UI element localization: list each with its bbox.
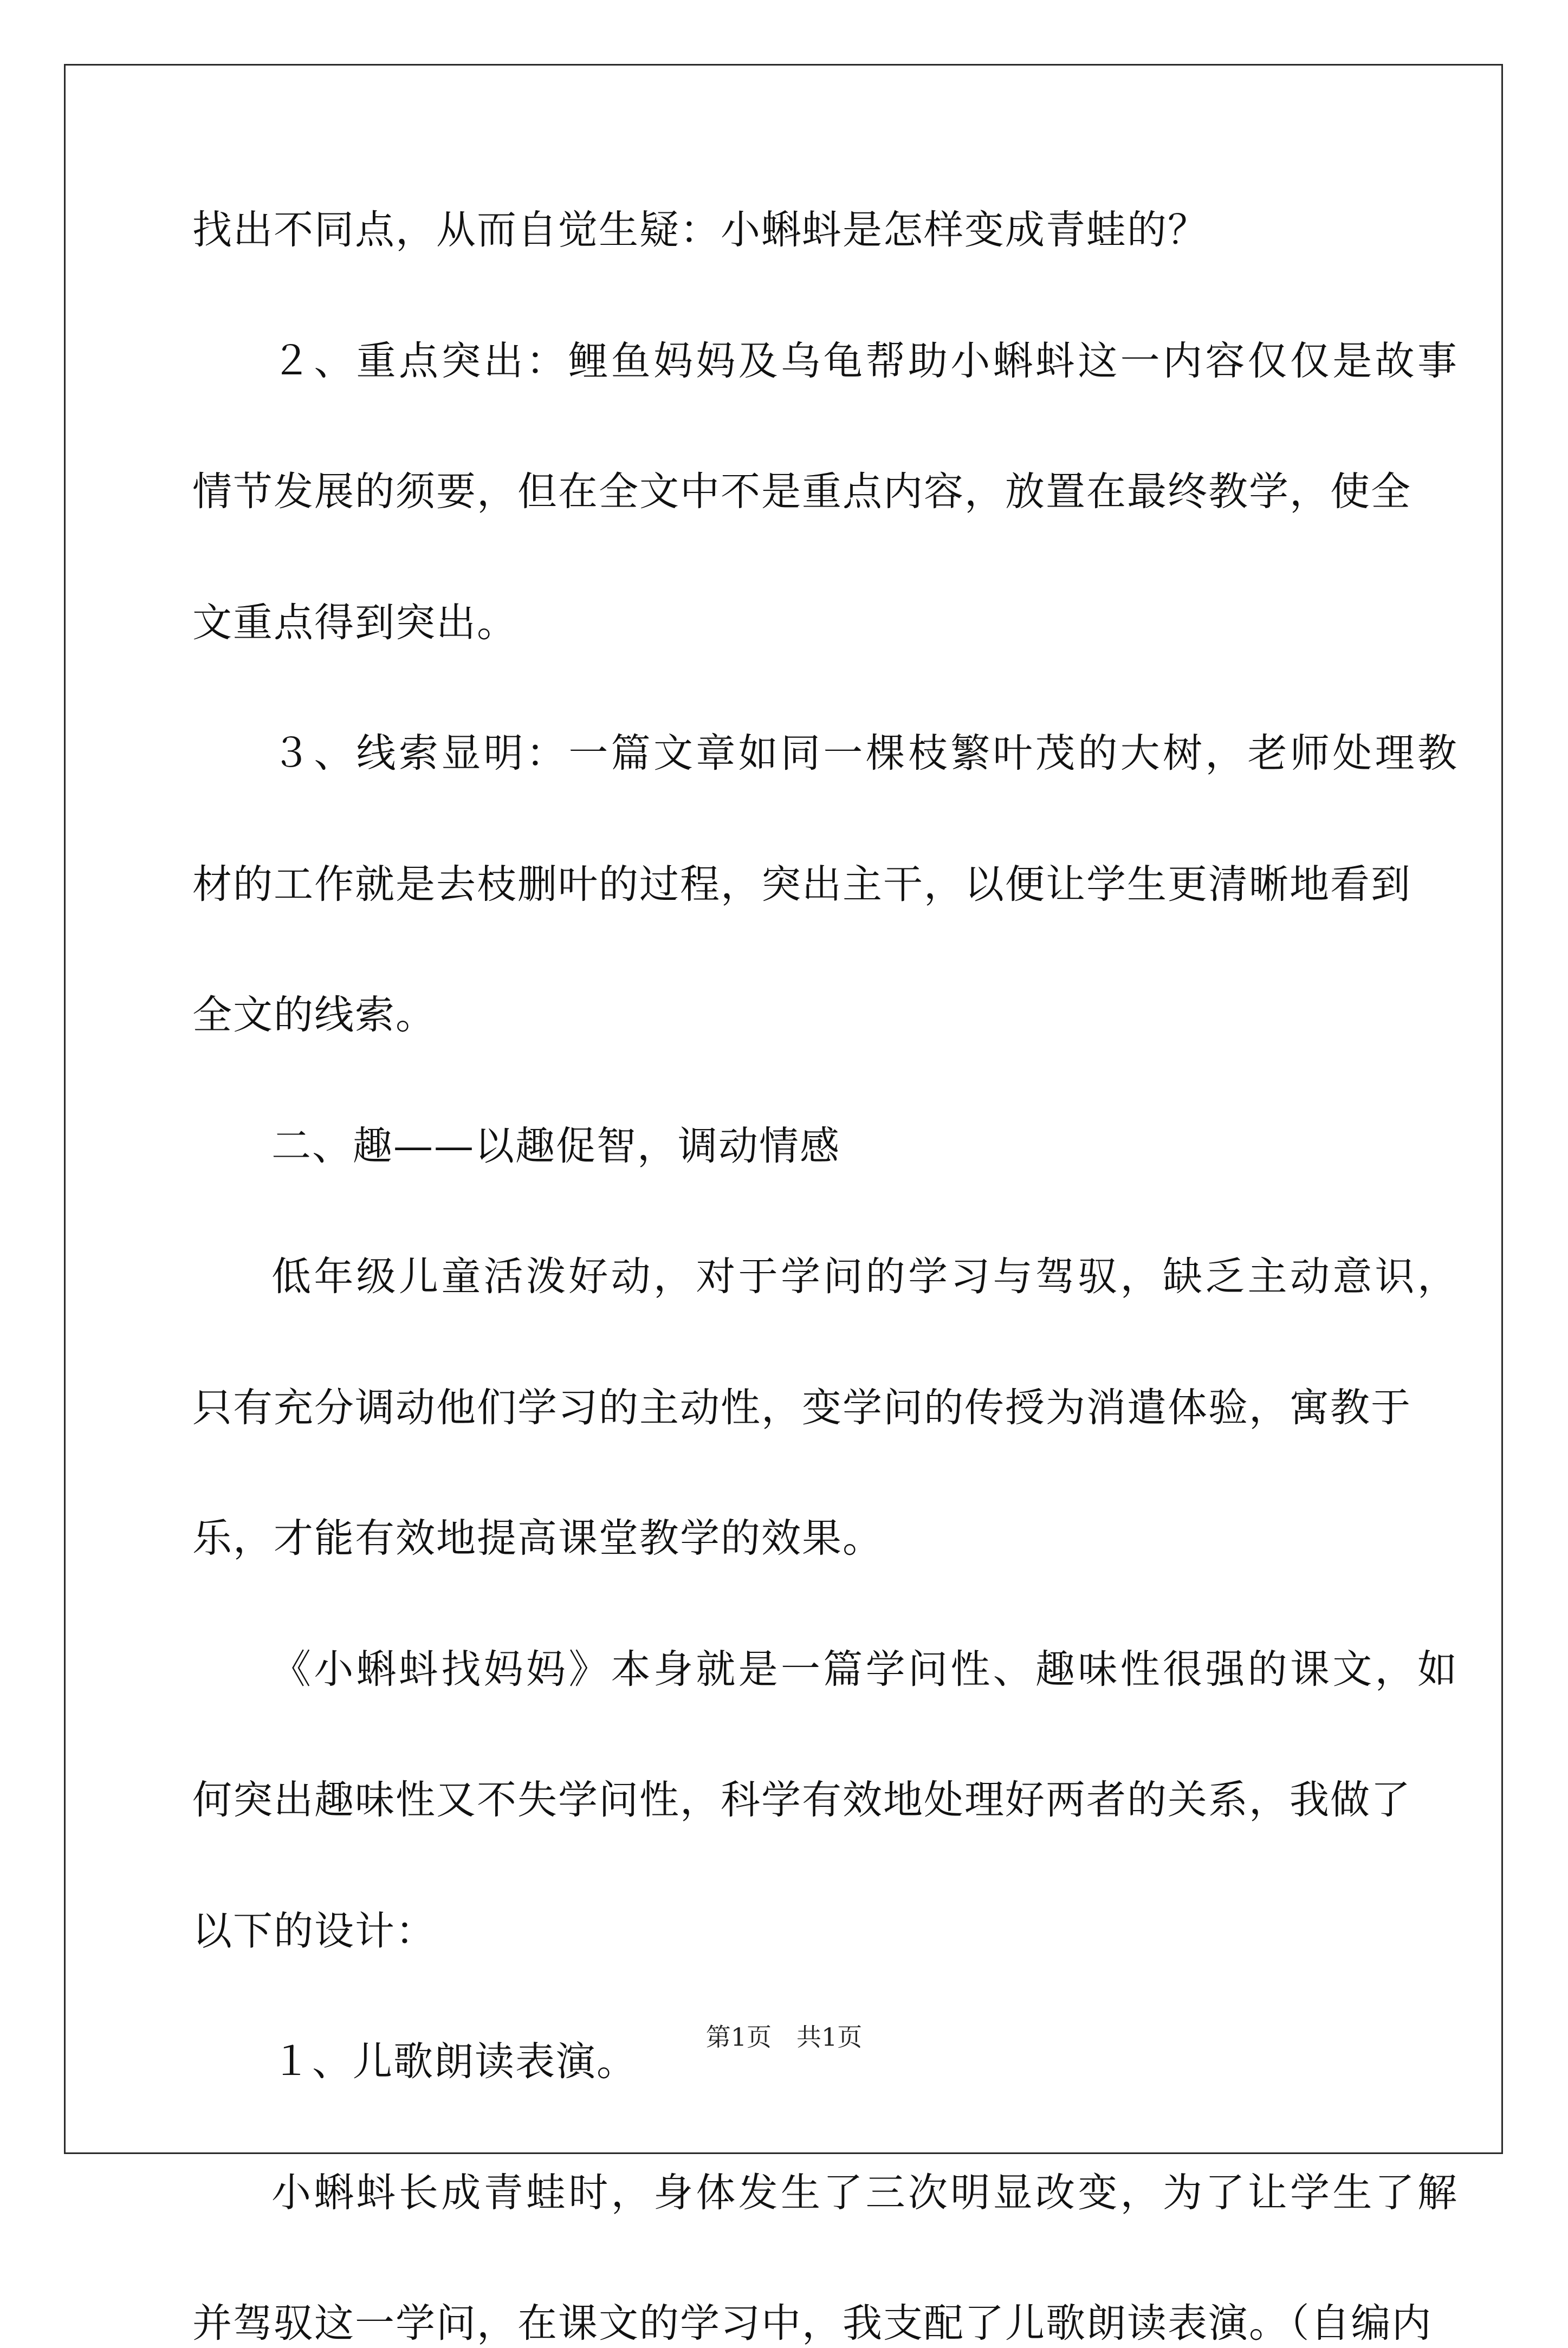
section-heading: 二、趣——以趣促智，调动情感 — [271, 1123, 840, 1169]
text-line: 小蝌蚪长成青蛙时，身体发生了三次明显改变，为了让学生了解 — [271, 2170, 1458, 2216]
text-line: 只有充分调动他们学习的主动性，变学问的传授为消遣体验，寓教于 — [192, 1385, 1411, 1431]
text-line: １、儿歌朗读表演。 — [271, 2039, 637, 2085]
text-line: ３、线索显明：一篇文章如同一棵枝繁叶茂的大树，老师处理教 — [271, 730, 1458, 776]
text-line: 找出不同点，从而自觉生疑：小蝌蚪是怎样变成青蛙的？ — [192, 207, 1208, 253]
text-line: 材的工作就是去枝删叶的过程，突出主干，以便让学生更清晰地看到 — [192, 861, 1411, 907]
text-line: 乐，才能有效地提高课堂教学的效果。 — [192, 1515, 883, 1561]
text-line: 并驾驭这一学问，在课文的学习中，我支配了儿歌朗读表演。（自编内 — [192, 2300, 1433, 2346]
text-line: 何突出趣味性又不失学问性，科学有效地处理好两者的关系，我做了 — [192, 1777, 1411, 1823]
text-line: 《小蝌蚪找妈妈》本身就是一篇学问性、趣味性很强的课文，如 — [271, 1646, 1458, 1692]
text-line: 低年级儿童活泼好动，对于学问的学习与驾驭，缺乏主动意识， — [271, 1254, 1458, 1300]
text-line: 以下的设计： — [192, 1908, 436, 1954]
page-number-footer: 第1页 共1页 — [705, 2022, 863, 2052]
text-line: 文重点得到突出。 — [192, 600, 517, 646]
text-line: 情节发展的须要，但在全文中不是重点内容，放置在最终教学，使全 — [192, 469, 1411, 515]
text-line: 全文的线索。 — [192, 992, 436, 1038]
text-line: ２、重点突出：鲤鱼妈妈及乌龟帮助小蝌蚪这一内容仅仅是故事 — [271, 338, 1458, 384]
